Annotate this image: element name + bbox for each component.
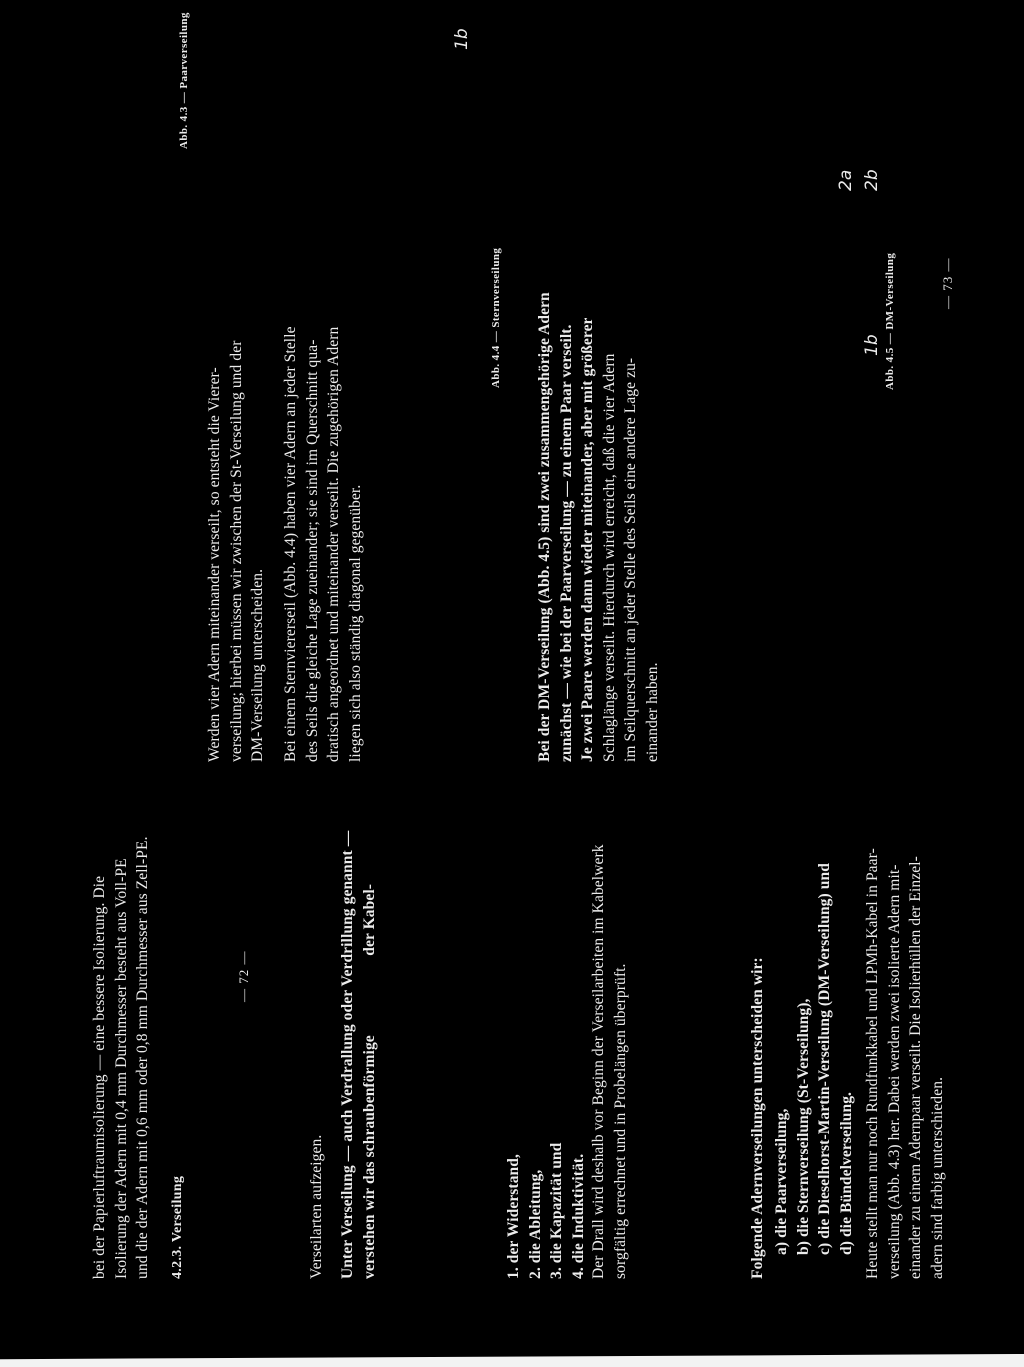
- figure-4-3-area: [110, 14, 170, 334]
- types-list: [771, 695, 857, 1255]
- drall-line: Der Drall wird deshalb vor Beginn der Verseilarbeiten im Kabelwerk: [590, 844, 607, 1279]
- intro-line: und die der Adern mit 0,6 mm oder 0,8 mm Durchmesser aus Zell-PE.: [134, 836, 151, 1279]
- caption-abb-4-3: Abb. 4.3 — Paarverseilung: [178, 12, 190, 149]
- heute-line: Heute stellt man nur noch Rundfunkkabel und LPMh-Kabel in Paar-: [864, 848, 881, 1279]
- definition-paragraph: [337, 689, 380, 1279]
- section-heading: 4.2.3. Verseilung: [170, 1175, 185, 1279]
- heute-paragraph: [862, 689, 948, 1279]
- stern-line: liegen sich also ständig diagonal gegenüber.: [346, 484, 364, 762]
- figure-4-4-area: [400, 24, 480, 324]
- intro-line: Isolierung der Adern mit 0,4 mm Durchmesser besteht aus Voll-PE: [112, 858, 130, 1279]
- type-item: a) die Paarverseilung,: [773, 1108, 790, 1255]
- intro-paragraph: [89, 689, 154, 1279]
- drall-line: sorgfältig errechnet und in Probelängen überprüft.: [611, 963, 629, 1279]
- heute-line: einander zu einem Adernpaar verseilt. Die Isolierhüllen der Einzel-: [907, 856, 924, 1279]
- definition-line: Unter Verseilung — auch Verdrallung oder Verdrillung genannt —: [339, 830, 356, 1279]
- list-item: 3. die Kapazität und: [548, 1142, 565, 1279]
- caption-abb-4-4: Abb. 4.4 — Sternverseilung: [490, 247, 502, 388]
- dm-line: Schlaglänge verseilt. Hierdurch wird erreicht, daß die vier Adern: [600, 353, 618, 762]
- heute-line: adern sind farbig unterschieden.: [928, 1076, 946, 1279]
- vierer-line: DM-Verseilung unterscheiden.: [249, 568, 266, 762]
- stern-line: des Seils die gleiche Lage zueinander; sie sind im Querschnitt qua-: [303, 339, 321, 762]
- list-item: 4. die Induktivität.: [569, 1153, 587, 1279]
- list-item: 2. die Ableitung,: [526, 1169, 544, 1279]
- handwritten-mark: 2b: [862, 169, 882, 191]
- definition-line: verstehen wir das schraubenförmige der Kabel-: [360, 883, 378, 1279]
- dm-line: Bei der DM-Verseilung (Abb. 4.5) sind zwei zusammengehörige Adern: [536, 292, 553, 762]
- stern-paragraph: [280, 82, 366, 762]
- type-item: d) die Bündelverseilung.: [837, 1091, 855, 1255]
- page-number-72: — 72 —: [236, 950, 251, 1002]
- caption-abb-4-5: Abb. 4.5 — DM-Verseilung: [884, 252, 896, 390]
- dm-line: im Seilquerschnitt an jeder Stelle des Seils eine andere Lage zu-: [622, 357, 639, 762]
- vierer-line: verseilung; hierbei müssen wir zwischen der St-Verseilung und der: [227, 340, 245, 762]
- page-72: [0, 684, 1024, 1367]
- stern-line: dratisch angeordnet und miteinander verseilt. Die zugehörigen Adern: [325, 326, 342, 762]
- types-heading: Folgende Adernverseilungen unterscheiden wir:: [749, 957, 766, 1279]
- handwritten-mark: 2a: [836, 169, 856, 191]
- list-item: 1. der Widerstand,: [505, 1154, 522, 1279]
- handwritten-mark: 1b: [452, 28, 472, 50]
- intro-line: bei der Papierluftraumisolierung — eine bessere Isolierung. Die: [91, 875, 108, 1279]
- dm-line: einander haben.: [643, 662, 661, 762]
- verseilarten-line: Verseilarten aufzeigen.: [308, 1134, 325, 1279]
- dm-line: zunächst — wie bei der Paarverseilung — zu einem Paar verseilt.: [557, 324, 575, 762]
- stern-line: Bei einem Sternviererseil (Abb. 4.4) haben vier Adern an jeder Stelle: [282, 326, 299, 762]
- dm-line: Je zwei Paare werden dann wieder miteinander, aber mit größerer: [579, 317, 596, 762]
- page-number-73: — 73 —: [940, 257, 955, 309]
- vierer-line: Werden vier Adern miteinander verseilt, so entsteht die Vierer-: [206, 367, 223, 762]
- handwritten-mark: 1b: [862, 334, 882, 356]
- vierer-paragraph: [204, 82, 269, 762]
- type-item: b) die Sternverseilung (St-Verseilung),: [794, 998, 812, 1255]
- influence-list: [503, 979, 589, 1279]
- dm-paragraph: [534, 82, 663, 762]
- drall-paragraph: [588, 689, 631, 1279]
- type-item: c) die Dieselhorst-Martin-Verseilung (DM-Verseilung) und: [816, 863, 833, 1255]
- heute-line: verseilung (Abb. 4.3) her. Dabei werden zwei isolierte Adern mit-: [885, 864, 903, 1279]
